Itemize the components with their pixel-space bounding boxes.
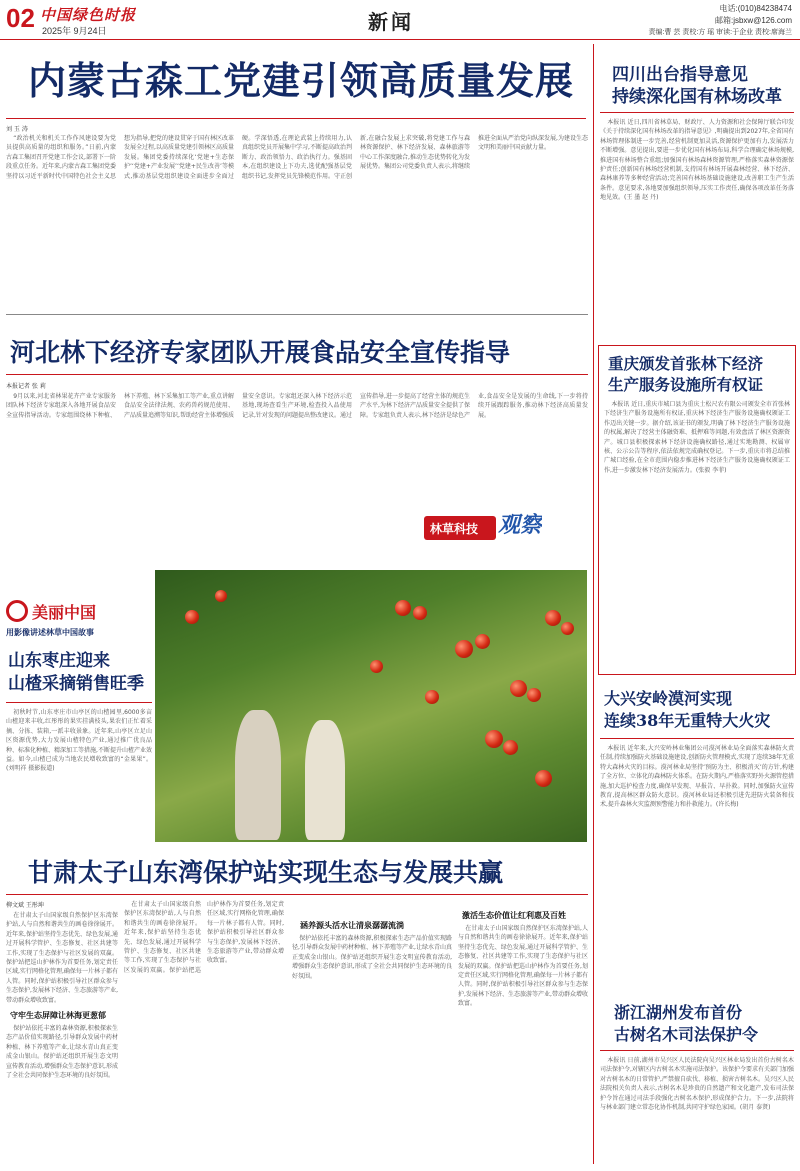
top-body-text: “政治机关和机关工作作风建设要为党员提供高质量的组织和服务。”日前,内蒙古森工集团召开党建工作会议,部署下一阶段重点任务。近年来,内蒙古森工集团党委坚持以习近平新时代中国特色社会主义思想为指导,把党的建设贯穿于国有林区改革发展全过程,以高质量党建引领林区高质量发展。集团党委持续深化‘党建+生态保护’‘党建+产业发展’‘党建+民生改善’等模式,推动基层党组织建设全面进步全面过硬。学深悟透,在理论武装上持续用力,认真组织党员开展集中学习,不断提高政治判断力、政治领悟力、政治执行力。强基固本,在组织建设上下功夫,选优配强基层党组织书记,发挥党员先锋模范作用。守正创新,在融合发展上求突破,将党建工作与森林资源保护、林下经济发展、森林旅游等中心工作深度融合,推动生态优势转化为发展优势。集团公司党委负责人表示,将继续推进全面从严治党向纵深发展,为建设生态文明和美丽中国贡献力量。	[6, 135, 588, 180]
daxing-divider	[600, 738, 794, 739]
contact-phone: 电话:(010)84238474	[719, 4, 792, 13]
editors-line: 责编:曹 芸 责校:方 瑶 审读:于企业 责校:席海兰	[648, 29, 792, 36]
observe-label: 观察	[498, 513, 543, 538]
gansu-body-text: 在甘肃太子山国家级自然保护区东湾保护站,人与自然和谐共生的画卷徐徐展开。近年来,保护站坚持生态优先、绿色发展,通过开展科学管护、生态修复、社区共建等工作,实现了生态保护与社区发展的双赢。保护站把巡山护林作为首要任务,划定责任区域,实行网格化管理,确保每一片林子都有人管。同时,保护站积极引导社区群众参与生态保护,发展林下经济、生态旅游等产业,带动群众增收致富。	[6, 912, 118, 1003]
beautiful-china-tag	[6, 598, 124, 624]
gansu-sub2: 涵养源头活水让清泉潺潺流淌	[300, 921, 404, 930]
chongqing-body	[604, 400, 790, 668]
top-byline: 刘 玉 涛	[6, 126, 28, 133]
sichuan-divider	[600, 112, 794, 113]
gansu-body3	[124, 900, 284, 1164]
zaozhuang-body	[6, 708, 152, 838]
gansu-body	[6, 911, 118, 1003]
zaozhuang-divider	[6, 702, 152, 703]
hebei-divider	[6, 374, 588, 375]
sichuan-body-text: 本报讯 近日,四川省林草局、财政厅、人力资源和社会保障厅联合印发《关于持续深化国有林场改革的指导意见》,明确提出到2027年,全省国有林场管理体制进一步完善,经营机制更加灵活,资源保护更加有力,发展活力不断增强。意见提出,要进一步优化国有林场布局,科学合理确定林场规模,推进国有林场整合重组;加强国有林场森林资源管理,严格落实森林资源保护责任;创新国有林场经营机制,支持国有林场开展森林经营、林下经济、森林康养等多种经营活动;完善国有林场基础设施建设,改善职工生产生活条件。意见要求,各地要加强组织领导,压实工作责任,确保各项改革任务落地见效。(王 墨 赵 丹)	[600, 119, 794, 202]
page-number: 02	[6, 3, 35, 33]
gansu-body2	[6, 1024, 118, 1164]
farmer-figure	[235, 710, 281, 840]
zhejiang-divider	[600, 1050, 794, 1051]
hebei-headline: 河北林下经济专家团队开展食品安全宣传指导	[10, 338, 511, 367]
top-body	[6, 134, 588, 310]
gansu-byline: 柳文斌 王彤坤	[6, 902, 44, 909]
sichuan-headline	[612, 64, 792, 108]
zaozhuang-headline	[8, 650, 156, 696]
sichuan-headline-line1: 四川出台指导意见	[612, 65, 748, 85]
chongqing-headline-line1: 重庆颁发首张林下经济	[608, 354, 764, 373]
zhejiang-headline	[614, 1002, 794, 1046]
daxing-body	[600, 744, 794, 976]
hebei-body-text: 9月以来,河北省林果花卉产业专家服务团队林下经济专家组深入各地开展食品安全宣传指导活动。专家组围绕林下种植、林下养殖、林下采集加工等产业,重点讲解食品安全法律法规、农药兽药规范使用、产品质量追溯等知识,帮助经营主体增强质量安全意识。专家组还深入林下经济示范基地,现场查看生产环境,检查投入品使用记录,针对发现的问题提出整改建议。通过宣传指导,进一步提高了经营主体的规范生产水平,为林下经济产品质量安全提供了保障。专家组负责人表示,林下经济是绿色产业,食品安全是发展的生命线,下一步将持续开展跟踪服务,推动林下经济高质量发展。	[6, 393, 588, 419]
contact-info	[642, 3, 792, 39]
tech-label: 林草科技	[430, 522, 479, 536]
daxing-headline-line1: 大兴安岭漠河实现	[604, 689, 733, 708]
zhejiang-headline-line2: 古树名木司法保护令	[614, 1025, 759, 1044]
paper-logo: 中国绿色时报	[40, 6, 137, 24]
top-divider	[6, 118, 586, 119]
hebei-byline: 本报记者 张 莉	[6, 383, 46, 390]
section-title: 新闻	[368, 10, 414, 34]
tech-observe-label	[424, 516, 496, 540]
zaozhuang-body-text: 初秋时节,山东枣庄市山亭区的山楂园里,6000多亩山楂迎来丰收,红彤彤的果实挂满枝头,果农们正忙着采摘、分拣、装箱,一派丰收景象。近年来,山亭区立足山区资源优势,大力发展山楂特色产业,通过推广优良品种、标准化种植、精深加工等措施,不断提升山楂产业效益。如今,山楂已成为当地农民增收致富的“金果果”。(刘明祥 摄影报道)	[6, 709, 152, 773]
gansu-body4-text: 保护站依托丰富的森林资源,积极探索生态产品价值实现路径,引导群众发展中药材种植、林下养殖等产业,让绿水青山真正变成金山银山。保护站还组织开展生态文明宣传教育活动,增强群众生态保护意识,形成了全社会共同保护生态环境的良好氛围。	[292, 935, 452, 980]
gansu-body5	[458, 924, 588, 1164]
contact-email: 邮箱:jsbxw@126.com	[714, 16, 792, 25]
zhejiang-headline-line1: 浙江湖州发布首份	[614, 1003, 743, 1022]
zhejiang-body-text: 本报讯 日前,湖州市吴兴区人民法院向吴兴区林业局发出首份古树名木司法保护令,对辖区内古树名木实施司法保护。该保护令要求有关部门加强对古树名木的日常管护,严禁擅自砍伐、移植、损害古树名木。吴兴区人民法院相关负责人表示,古树名木是珍贵的自然遗产和文化遗产,发布司法保护令旨在通过司法手段强化古树名木保护,形成保护合力。下一步,法院将与林业部门建立常态化协作机制,共同守护绿色家园。(胡月 泰贤)	[600, 1057, 794, 1112]
daxing-headline-line2: 连续38年无重特大火灾	[604, 711, 771, 730]
gansu-sub1: 守牢生态屏障让林海更葱郁	[10, 1011, 106, 1020]
column-tag: 美丽中国	[32, 603, 97, 622]
zhejiang-body	[600, 1056, 794, 1166]
divider	[6, 314, 588, 315]
gansu-body2-text: 保护站依托丰富的森林资源,积极探索生态产品价值实现路径,引导群众发展中药材种植、林下养殖等产业,让绿水青山真正变成金山银山。保护站还组织开展生态文明宣传教育活动,增强群众生态保护意识,形成了全社会共同保护生态环境的良好氛围。	[6, 1025, 118, 1080]
gansu-body5-text: 在甘肃太子山国家级自然保护区东湾保护站,人与自然和谐共生的画卷徐徐展开。近年来,保护站坚持生态优先、绿色发展,通过开展科学管护、生态修复、社区共建等工作,实现了生态保护与社区发展的双赢。保护站把巡山护林作为首要任务,划定责任区域,实行网格化管理,确保每一片林子都有人管。同时,保护站积极引导社区群众参与生态保护,发展林下经济、生态旅游等产业,带动群众增收致富。	[458, 925, 588, 1008]
column-separator	[593, 44, 594, 1164]
gansu-sub3: 激活生态价值让红利惠及百姓	[462, 911, 566, 920]
column-subtitle: 用影像讲述林草中国故事	[6, 628, 94, 637]
chongqing-headline	[608, 353, 793, 395]
gansu-headline: 甘肃太子山东湾保护站实现生态与发展共赢	[28, 858, 504, 887]
hawthorn-harvest-photo	[155, 570, 587, 842]
top-headline: 内蒙古森工党建引领高质量发展	[28, 58, 575, 103]
zaozhuang-headline-line1: 山东枣庄迎来	[8, 651, 110, 671]
sichuan-headline-line2: 持续深化国有林场改革	[612, 87, 782, 107]
gansu-divider	[6, 894, 588, 895]
daxing-body-text: 本报讯 近年来,大兴安岭林业集团公司漠河林业局全面落实森林防火责任制,持续加强防火基础设施建设,创新防火管理模式,实现了连续38年无重特大森林火灾的目标。漠河林业局坚持‘预防为主、积极消灭’的方针,构建了全方位、立体化的森林防火体系。在防火期内,严格落实野外火源管控措施,加大巡护检查力度,确保早发现、早报告、早扑救。同时,加强防火宣传教育,提高林区群众防火意识。漠河林业局还积极引进先进防火装备和技术,提升森林火灾监测预警能力和扑救能力。(许长梅)	[600, 745, 794, 809]
page-header	[0, 0, 800, 40]
chongqing-headline-line2: 生产服务设施所有权证	[608, 375, 764, 394]
issue-date: 2025年 9月24日	[42, 26, 107, 36]
chongqing-body-text: 本报讯 近日,重庆市城口县为重庆土松尺农有限公司颁发全市首张林下经济生产服务设施所有权证,重庆林下经济生产服务设施确权颁证工作迈出关键一步。据介绍,该证书的颁发,明确了林下经济生产服务设施的权属,解决了经营主体融资难、抵押难等问题,有效盘活了林区资源资产。城口县积极探索林下经济设施确权路径,通过实地勘测、权属审核、公示公告等程序,依法依规完成确权登记。下一步,重庆市将总结推广城口经验,在全市范围内稳步推进林下经济生产服务设施确权颁证工作,进一步激发林下经济发展活力。(张毅 李菲)	[604, 401, 790, 474]
sichuan-body	[600, 118, 794, 338]
gansu-body4	[292, 934, 452, 1164]
farmer-figure	[305, 720, 345, 840]
column-logo-icon	[6, 600, 28, 622]
gansu-body3-text: 在甘肃太子山国家级自然保护区东湾保护站,人与自然和谐共生的画卷徐徐展开。近年来,保护站坚持生态优先、绿色发展,通过开展科学管护、生态修复、社区共建等工作,实现了生态保护与社区发展的双赢。保护站把巡山护林作为首要任务,划定责任区域,实行网格化管理,确保每一片林子都有人管。同时,保护站积极引导社区群众参与生态保护,发展林下经济、生态旅游等产业,带动群众增收致富。	[124, 901, 284, 974]
zaozhuang-headline-line2: 山楂采摘销售旺季	[8, 674, 144, 694]
daxing-headline	[604, 688, 794, 732]
